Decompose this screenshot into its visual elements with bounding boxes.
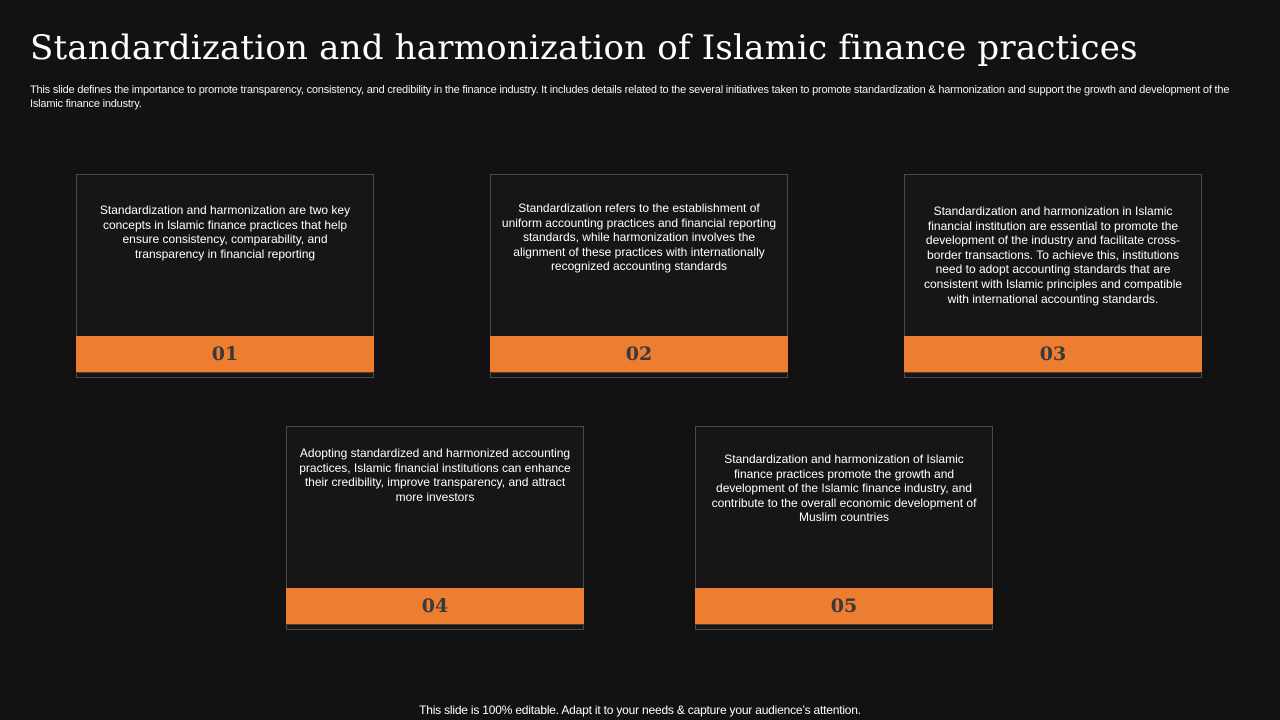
slide-subtitle: This slide defines the importance to promote transparency, consistency, and credibility in the finance industry. It includes details related to the several initiatives taken to promote standardization & harmonization and support the growth and development of the Islamic finance industry. <box>30 84 1230 110</box>
card-04 <box>286 426 584 630</box>
card-02 <box>490 174 788 378</box>
card-number: 03 <box>904 336 1202 373</box>
card-03 <box>904 174 1202 378</box>
card-text: Adopting standardized and harmonized accounting practices, Islamic financial institutions can enhance their credibility, improve transparency, and attract more investors <box>299 446 571 504</box>
card-text: Standardization refers to the establishment of uniform accounting practices and financial reporting standards, while harmonization involves the alignment of these practices with internationally recognized accounting standards <box>501 201 777 274</box>
card-number: 01 <box>76 336 374 373</box>
card-number: 04 <box>286 588 584 625</box>
card-number: 02 <box>490 336 788 373</box>
card-number: 05 <box>695 588 993 625</box>
card-01 <box>76 174 374 378</box>
card-text: Standardization and harmonization of Islamic finance practices promote the growth and development of the Islamic finance industry, and contribute to the overall economic development of Muslim countries <box>711 452 977 525</box>
card-text: Standardization and harmonization are two key concepts in Islamic finance practices that help ensure consistency, comparability, and transparency in financial reporting <box>99 203 351 261</box>
card-text: Standardization and harmonization in Islamic financial institution are essential to promote the development of the industry and facilitate cross-border transactions. To achieve this, institutions need to adopt accounting standards that are consistent with Islamic principles and compatible with international accounting standards. <box>923 204 1183 306</box>
slide-title: Standardization and harmonization of Islamic finance practices <box>30 28 1138 68</box>
card-05 <box>695 426 993 630</box>
slide-footer: This slide is 100% editable. Adapt it to your needs & capture your audience’s attention. <box>419 703 861 717</box>
